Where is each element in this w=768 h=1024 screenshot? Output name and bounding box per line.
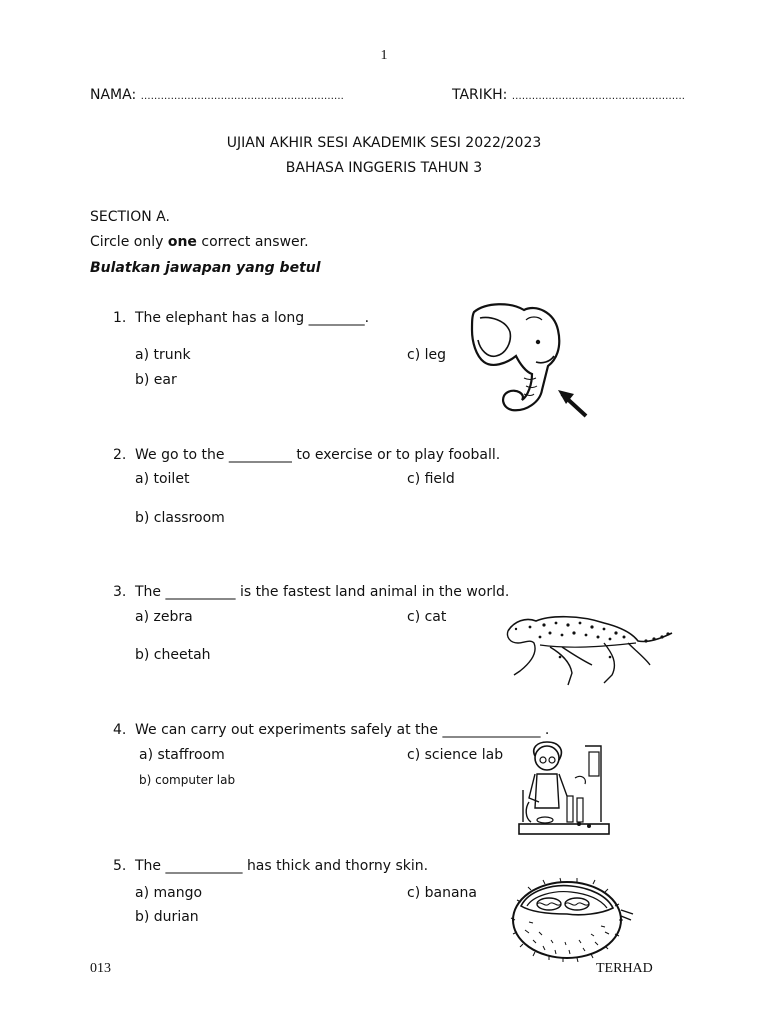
- question-5-option-a[interactable]: a) mango: [135, 885, 203, 901]
- instruction-bold: one: [167, 234, 197, 250]
- question-1-option-b[interactable]: b) ear: [135, 372, 177, 388]
- page-number: 1: [380, 48, 388, 63]
- instruction-malay: Bulatkan jawapan yang betul: [90, 260, 321, 276]
- question-5-option-c[interactable]: c) banana: [407, 885, 477, 901]
- durian-icon: [505, 870, 635, 962]
- question-4-option-a[interactable]: a) staffroom: [139, 747, 225, 763]
- question-1-option-a[interactable]: a) trunk: [135, 347, 191, 363]
- question-3-text: The __________ is the fastest land animal in the world.: [135, 584, 510, 600]
- question-5-number: 5.: [113, 858, 127, 874]
- question-3-option-c[interactable]: c) cat: [407, 609, 447, 625]
- question-2-option-c[interactable]: c) field: [407, 471, 455, 487]
- footer-classification: TERHAD: [596, 961, 653, 976]
- instruction-post: correct answer.: [196, 234, 309, 250]
- exam-subtitle: BAHASA INGGERIS TAHUN 3: [285, 160, 483, 176]
- footer-code: 013: [90, 961, 111, 976]
- nama-field: [90, 87, 344, 103]
- nama-label: NAMA:: [90, 87, 137, 103]
- tarikh-dots: …………………………………………….: [511, 91, 685, 102]
- question-5-text: The ___________ has thick and thorny skin.: [135, 858, 429, 874]
- question-4-option-c[interactable]: c) science lab: [407, 747, 504, 763]
- question-3-option-a[interactable]: a) zebra: [135, 609, 193, 625]
- question-2-option-b[interactable]: b) classroom: [135, 510, 225, 526]
- exam-title: UJIAN AKHIR SESI AKADEMIK SESI 2022/2023: [226, 135, 542, 151]
- question-4-option-b[interactable]: b) computer lab: [139, 773, 236, 787]
- tarikh-field: [452, 87, 685, 103]
- elephant-icon: [466, 298, 592, 420]
- science-lab-icon: [515, 738, 615, 840]
- question-2-option-a[interactable]: a) toilet: [135, 471, 190, 487]
- instruction-pre: Circle only: [90, 234, 168, 250]
- question-1-text: The elephant has a long ________.: [135, 310, 370, 326]
- question-1-option-c[interactable]: c) leg: [407, 347, 446, 363]
- question-1-number: 1.: [113, 310, 127, 326]
- question-2-text: We go to the _________ to exercise or to play fooball.: [135, 447, 501, 463]
- question-2-number: 2.: [113, 447, 127, 463]
- question-5-option-b[interactable]: b) durian: [135, 909, 199, 925]
- tarikh-label: TARIKH:: [452, 87, 508, 103]
- question-3-number: 3.: [113, 584, 127, 600]
- question-4-number: 4.: [113, 722, 127, 738]
- question-4-text: We can carry out experiments safely at the ______________ .: [135, 722, 550, 738]
- section-instruction: [90, 234, 309, 250]
- cheetah-icon: [500, 603, 676, 693]
- nama-dots: …………………………………………………….: [140, 91, 344, 102]
- question-3-option-b[interactable]: b) cheetah: [135, 647, 211, 663]
- section-title: SECTION A.: [90, 209, 170, 225]
